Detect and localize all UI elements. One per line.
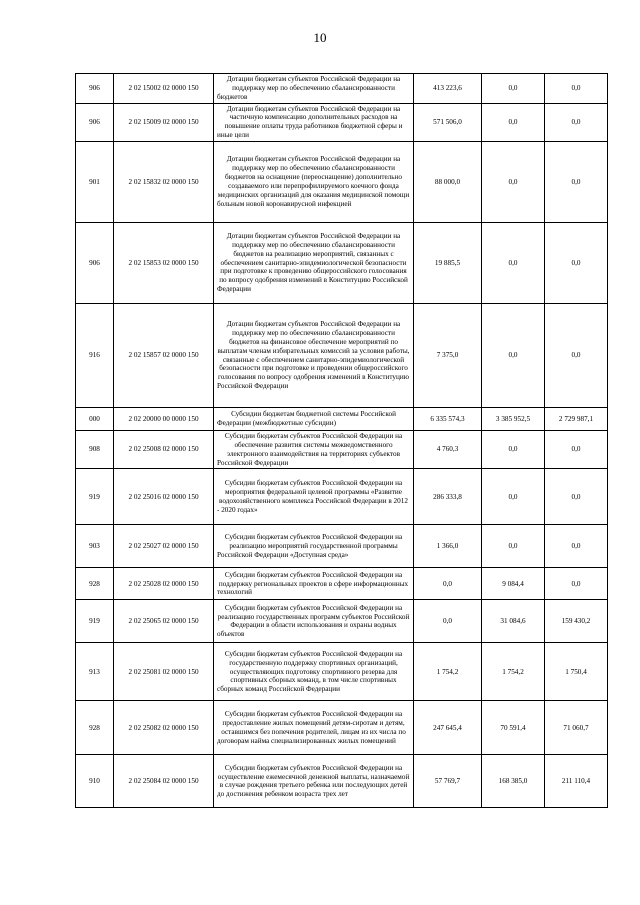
budget-code-cell: 2 02 15009 02 0000 150 xyxy=(114,103,214,141)
amount-cell-3: 0,0 xyxy=(545,103,608,141)
amount-cell-2: 31 084,6 xyxy=(482,600,545,643)
table-row xyxy=(76,755,608,808)
amount-cell-3: 0,0 xyxy=(545,568,608,600)
admin-code-cell: 000 xyxy=(76,408,114,431)
admin-code-cell: 906 xyxy=(76,223,114,304)
amount-cell-2: 0,0 xyxy=(482,525,545,568)
amount-cell-1: 0,0 xyxy=(414,600,482,643)
amount-cell-1: 286 333,8 xyxy=(414,469,482,525)
amount-cell-3: 159 430,2 xyxy=(545,600,608,643)
amount-cell-2: 70 591,4 xyxy=(482,701,545,755)
amount-cell-3: 71 060,7 xyxy=(545,701,608,755)
revenue-name-cell: Субсидии бюджетам субъектов Российской Федерации на поддержку региональных проектов в сфере информационных технологий xyxy=(214,568,414,600)
admin-code-cell: 901 xyxy=(76,142,114,223)
amount-cell-3: 0,0 xyxy=(545,304,608,408)
revenue-name-cell: Дотации бюджетам субъектов Российской Федерации на поддержку мер по обеспечению сбалансированности бюджетов на оснащение (переоснащение) дополнительно создаваемого или перепрофилируемого коечного фонда медицинских организаций для оказания медицинской помощи больным новой коронавирусной инфекцией xyxy=(214,142,414,223)
table-row xyxy=(76,431,608,469)
amount-cell-2: 0,0 xyxy=(482,74,545,104)
amount-cell-1: 19 885,5 xyxy=(414,223,482,304)
admin-code-cell: 903 xyxy=(76,525,114,568)
amount-cell-2: 0,0 xyxy=(482,304,545,408)
budget-code-cell: 2 02 15853 02 0000 150 xyxy=(114,223,214,304)
table-row xyxy=(76,469,608,525)
budget-code-cell: 2 02 25016 02 0000 150 xyxy=(114,469,214,525)
admin-code-cell: 919 xyxy=(76,469,114,525)
admin-code-cell: 928 xyxy=(76,568,114,600)
amount-cell-3: 0,0 xyxy=(545,223,608,304)
budget-code-cell: 2 02 25082 02 0000 150 xyxy=(114,701,214,755)
revenue-name-cell: Субсидии бюджетам субъектов Российской Федерации на государственную поддержку спортивных организаций, осуществляющих подготовку спортивного резерва для спортивных сборных команд, в том числе спортивных сборных команд Российской Федерации xyxy=(214,643,414,701)
amount-cell-1: 88 000,0 xyxy=(414,142,482,223)
amount-cell-3: 0,0 xyxy=(545,469,608,525)
revenue-name-cell: Субсидии бюджетам субъектов Российской Федерации на обеспечение развития системы межведомственного электронного взаимодействия на территориях субъектов Российской Федерации xyxy=(214,431,414,469)
admin-code-cell: 910 xyxy=(76,755,114,808)
admin-code-cell: 913 xyxy=(76,643,114,701)
revenue-name-cell: Субсидии бюджетам субъектов Российской Федерации на реализацию государственных программ субъектов Российской Федерации в области использования и охраны водных объектов xyxy=(214,600,414,643)
amount-cell-2: 3 385 952,5 xyxy=(482,408,545,431)
table-row xyxy=(76,701,608,755)
admin-code-cell: 908 xyxy=(76,431,114,469)
budget-code-cell: 2 02 25065 02 0000 150 xyxy=(114,600,214,643)
revenue-name-cell: Субсидии бюджетам бюджетной системы Российской Федерации (межбюджетные субсидии) xyxy=(214,408,414,431)
amount-cell-1: 6 335 574,3 xyxy=(414,408,482,431)
amount-cell-2: 168 385,0 xyxy=(482,755,545,808)
amount-cell-2: 9 084,4 xyxy=(482,568,545,600)
amount-cell-2: 0,0 xyxy=(482,103,545,141)
amount-cell-1: 0,0 xyxy=(414,568,482,600)
table-row xyxy=(76,643,608,701)
amount-cell-1: 7 375,0 xyxy=(414,304,482,408)
amount-cell-2: 0,0 xyxy=(482,431,545,469)
budget-code-cell: 2 02 15832 02 0000 150 xyxy=(114,142,214,223)
amount-cell-1: 57 769,7 xyxy=(414,755,482,808)
amount-cell-3: 0,0 xyxy=(545,431,608,469)
budget-code-cell: 2 02 20000 00 0000 150 xyxy=(114,408,214,431)
amount-cell-1: 1 754,2 xyxy=(414,643,482,701)
table-row xyxy=(76,408,608,431)
revenue-name-cell: Дотации бюджетам субъектов Российской Федерации на поддержку мер по обеспечению сбалансированности бюджетов xyxy=(214,74,414,104)
amount-cell-1: 571 506,0 xyxy=(414,103,482,141)
amount-cell-1: 413 223,6 xyxy=(414,74,482,104)
table-row xyxy=(76,304,608,408)
table-row xyxy=(76,525,608,568)
amount-cell-2: 0,0 xyxy=(482,142,545,223)
budget-code-cell: 2 02 25084 02 0000 150 xyxy=(114,755,214,808)
admin-code-cell: 906 xyxy=(76,103,114,141)
budget-code-cell: 2 02 15857 02 0000 150 xyxy=(114,304,214,408)
amount-cell-1: 247 645,4 xyxy=(414,701,482,755)
budget-code-cell: 2 02 25028 02 0000 150 xyxy=(114,568,214,600)
table-row xyxy=(76,568,608,600)
revenue-name-cell: Субсидии бюджетам субъектов Российской Федерации на реализацию мероприятий государственной программы Российской Федерации «Доступная среда» xyxy=(214,525,414,568)
table-row xyxy=(76,103,608,141)
revenue-name-cell: Субсидии бюджетам субъектов Российской Федерации на мероприятия федеральной целевой программы «Развитие водохозяйственного комплекса Российской Федерации в 2012 - 2020 годах» xyxy=(214,469,414,525)
revenue-name-cell: Дотации бюджетам субъектов Российской Федерации на частичную компенсацию дополнительных расходов на повышение оплаты труда работников бюджетной сферы и иные цели xyxy=(214,103,414,141)
amount-cell-1: 1 366,0 xyxy=(414,525,482,568)
table-row xyxy=(76,600,608,643)
revenue-name-cell: Дотации бюджетам субъектов Российской Федерации на поддержку мер по обеспечению сбалансированности бюджетов на реализацию мероприятий, связанных с обеспечением санитарно-эпидемиологической безопасности при подготовке к проведению общероссийского голосования по вопросу одобрения изменений в Конституцию Российской Федерации xyxy=(214,223,414,304)
amount-cell-2: 1 754,2 xyxy=(482,643,545,701)
budget-code-cell: 2 02 25027 02 0000 150 xyxy=(114,525,214,568)
admin-code-cell: 916 xyxy=(76,304,114,408)
table-row xyxy=(76,142,608,223)
revenue-name-cell: Субсидии бюджетам субъектов Российской Федерации на осуществление ежемесячной денежной выплаты, назначаемой в случае рождения третьего ребенка или последующих детей до достижения ребенком возраста трех лет xyxy=(214,755,414,808)
admin-code-cell: 906 xyxy=(76,74,114,104)
amount-cell-3: 211 110,4 xyxy=(545,755,608,808)
amount-cell-2: 0,0 xyxy=(482,469,545,525)
budget-code-cell: 2 02 25081 02 0000 150 xyxy=(114,643,214,701)
amount-cell-3: 0,0 xyxy=(545,525,608,568)
amount-cell-2: 0,0 xyxy=(482,223,545,304)
revenue-table xyxy=(75,73,608,808)
amount-cell-3: 1 750,4 xyxy=(545,643,608,701)
amount-cell-3: 0,0 xyxy=(545,74,608,104)
page-number: 10 xyxy=(313,30,327,45)
revenue-name-cell: Дотации бюджетам субъектов Российской Федерации на поддержку мер по обеспечению сбалансированности бюджетов на финансовое обеспечение мероприятий по выплатам членам избирательных комиссий за условия работы, связанные с обеспечением санитарно-эпидемиологической безопасности при подготовке и проведении общероссийского голосования по вопросу одобрения изменений в Конституцию Российской Федерации xyxy=(214,304,414,408)
amount-cell-3: 2 729 987,1 xyxy=(545,408,608,431)
admin-code-cell: 919 xyxy=(76,600,114,643)
table-row xyxy=(76,223,608,304)
amount-cell-3: 0,0 xyxy=(545,142,608,223)
budget-code-cell: 2 02 15002 02 0000 150 xyxy=(114,74,214,104)
table-row xyxy=(76,74,608,104)
budget-code-cell: 2 02 25008 02 0000 150 xyxy=(114,431,214,469)
amount-cell-1: 4 760,3 xyxy=(414,431,482,469)
revenue-name-cell: Субсидии бюджетам субъектов Российской Федерации на предоставление жилых помещений детям-сиротам и детям, оставшимся без попечения родителей, лицам из их числа по договорам найма специализированных жилых помещений xyxy=(214,701,414,755)
admin-code-cell: 928 xyxy=(76,701,114,755)
